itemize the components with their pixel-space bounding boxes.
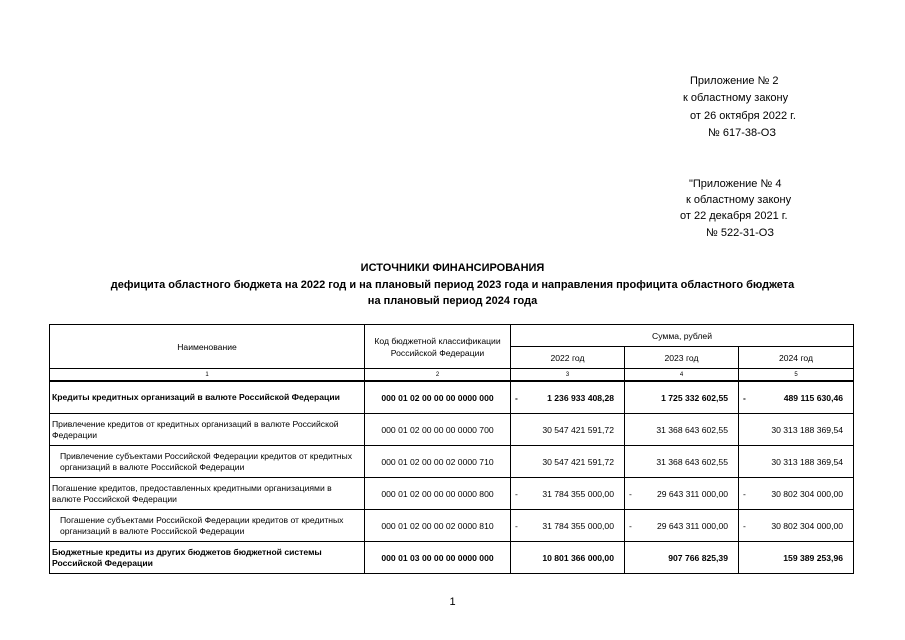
row-amount-2022 (511, 414, 625, 446)
minus-sign: - (515, 520, 518, 531)
minus-sign: - (629, 488, 632, 499)
amount-value: 30 802 304 000,00 (771, 488, 844, 499)
annex-number: № 522-31-ОЗ (706, 227, 774, 239)
amount-value: 31 784 355 000,00 (542, 488, 614, 499)
amount-value: 30 313 188 369,54 (771, 424, 844, 435)
table-header-row (50, 325, 854, 347)
page-number: 1 (449, 596, 456, 608)
amount-value: 31 784 355 000,00 (542, 520, 614, 531)
row-amount-2022 (511, 478, 625, 510)
amount-value: 30 802 304 000,00 (771, 520, 844, 531)
minus-sign: - (743, 392, 746, 403)
table-row (50, 478, 854, 510)
amount-value: 489 115 630,46 (783, 392, 844, 403)
row-code: 000 01 02 00 00 00 0000 800 (365, 478, 511, 510)
row-amount-2024 (739, 381, 854, 414)
amount-value: 30 547 421 591,72 (542, 456, 614, 467)
amount-value: 10 801 366 000,00 (542, 552, 614, 563)
row-name: Погашение субъектами Российской Федерации кредитов от кредитных организаций в валюте Российской Федерации (50, 510, 365, 542)
amount-value: 1 236 933 408,28 (547, 392, 614, 403)
row-amount-2022 (511, 381, 625, 414)
minus-sign: - (629, 520, 632, 531)
row-amount-2024 (739, 478, 854, 510)
row-name: Погашение кредитов, предоставленных кредитными организациями в валюте Российской Федерации (50, 478, 365, 510)
header-sum: Сумма, рублей (511, 325, 854, 347)
row-amount-2023 (625, 478, 739, 510)
row-code: 000 01 03 00 00 00 0000 000 (365, 542, 511, 574)
column-number: 2 (365, 369, 511, 382)
row-code: 000 01 02 00 00 00 0000 000 (365, 381, 511, 414)
row-amount-2024 (739, 446, 854, 478)
page-subtitle-continued: на плановый период 2024 года (367, 295, 538, 307)
header-code: Код бюджетной классификации Российской Федерации (365, 325, 511, 369)
row-amount-2023 (625, 381, 739, 414)
table-row (50, 542, 854, 574)
page-title: ИСТОЧНИКИ ФИНАНСИРОВАНИЯ (360, 262, 545, 274)
amount-value: 31 368 643 602,55 (656, 456, 728, 467)
page-subtitle: дефицита областного бюджета на 2022 год и на плановый период 2023 года и направления профицита областного бюджета (110, 279, 795, 291)
annex-title: Приложение № 2 (690, 75, 779, 87)
row-code: 000 01 02 00 00 02 0000 810 (365, 510, 511, 542)
table-row (50, 414, 854, 446)
header-name: Наименование (50, 325, 365, 369)
column-number: 1 (50, 369, 365, 382)
row-name: Привлечение кредитов от кредитных организаций в валюте Российской Федерации (50, 414, 365, 446)
amount-value: 31 368 643 602,55 (656, 424, 728, 435)
column-number: 5 (739, 369, 854, 382)
minus-sign: - (743, 520, 746, 531)
table-row (50, 381, 854, 414)
header-year-2022: 2022 год (511, 347, 625, 369)
amount-value: 159 389 253,96 (783, 552, 844, 563)
row-amount-2024 (739, 510, 854, 542)
column-number: 3 (511, 369, 625, 382)
annex-title: "Приложение № 4 (689, 178, 782, 190)
row-amount-2023 (625, 542, 739, 574)
annex-date: от 22 декабря 2021 г. (680, 210, 788, 222)
minus-sign: - (743, 488, 746, 499)
row-code: 000 01 02 00 00 00 0000 700 (365, 414, 511, 446)
amount-value: 907 766 825,39 (668, 552, 728, 563)
header-year-2024: 2024 год (739, 347, 854, 369)
annex-law-ref: к областному закону (683, 92, 789, 104)
row-amount-2023 (625, 446, 739, 478)
row-amount-2024 (739, 414, 854, 446)
row-amount-2022 (511, 446, 625, 478)
row-amount-2022 (511, 510, 625, 542)
financing-sources-table (49, 324, 854, 574)
row-amount-2024 (739, 542, 854, 574)
row-amount-2022 (511, 542, 625, 574)
minus-sign: - (515, 488, 518, 499)
amount-value: 30 547 421 591,72 (542, 424, 614, 435)
column-number: 4 (625, 369, 739, 382)
header-year-2023: 2023 год (625, 347, 739, 369)
row-amount-2023 (625, 510, 739, 542)
amount-value: 30 313 188 369,54 (771, 456, 844, 467)
annex-law-ref: к областному закону (686, 194, 792, 206)
row-name: Кредиты кредитных организаций в валюте Российской Федерации (50, 381, 365, 414)
table-row (50, 446, 854, 478)
row-amount-2023 (625, 414, 739, 446)
column-numbers-row (50, 369, 854, 382)
amount-value: 29 643 311 000,00 (656, 520, 728, 531)
row-name: Бюджетные кредиты из других бюджетов бюджетной системы Российской Федерации (50, 542, 365, 574)
row-code: 000 01 02 00 00 02 0000 710 (365, 446, 511, 478)
table-row (50, 510, 854, 542)
amount-value: 29 643 311 000,00 (656, 488, 728, 499)
annex-number: № 617-38-ОЗ (708, 127, 776, 139)
row-name: Привлечение субъектами Российской Федерации кредитов от кредитных организаций в валюте Российской Федерации (50, 446, 365, 478)
minus-sign: - (515, 392, 518, 403)
amount-value: 1 725 332 602,55 (661, 392, 728, 403)
annex-date: от 26 октября 2022 г. (690, 110, 796, 122)
